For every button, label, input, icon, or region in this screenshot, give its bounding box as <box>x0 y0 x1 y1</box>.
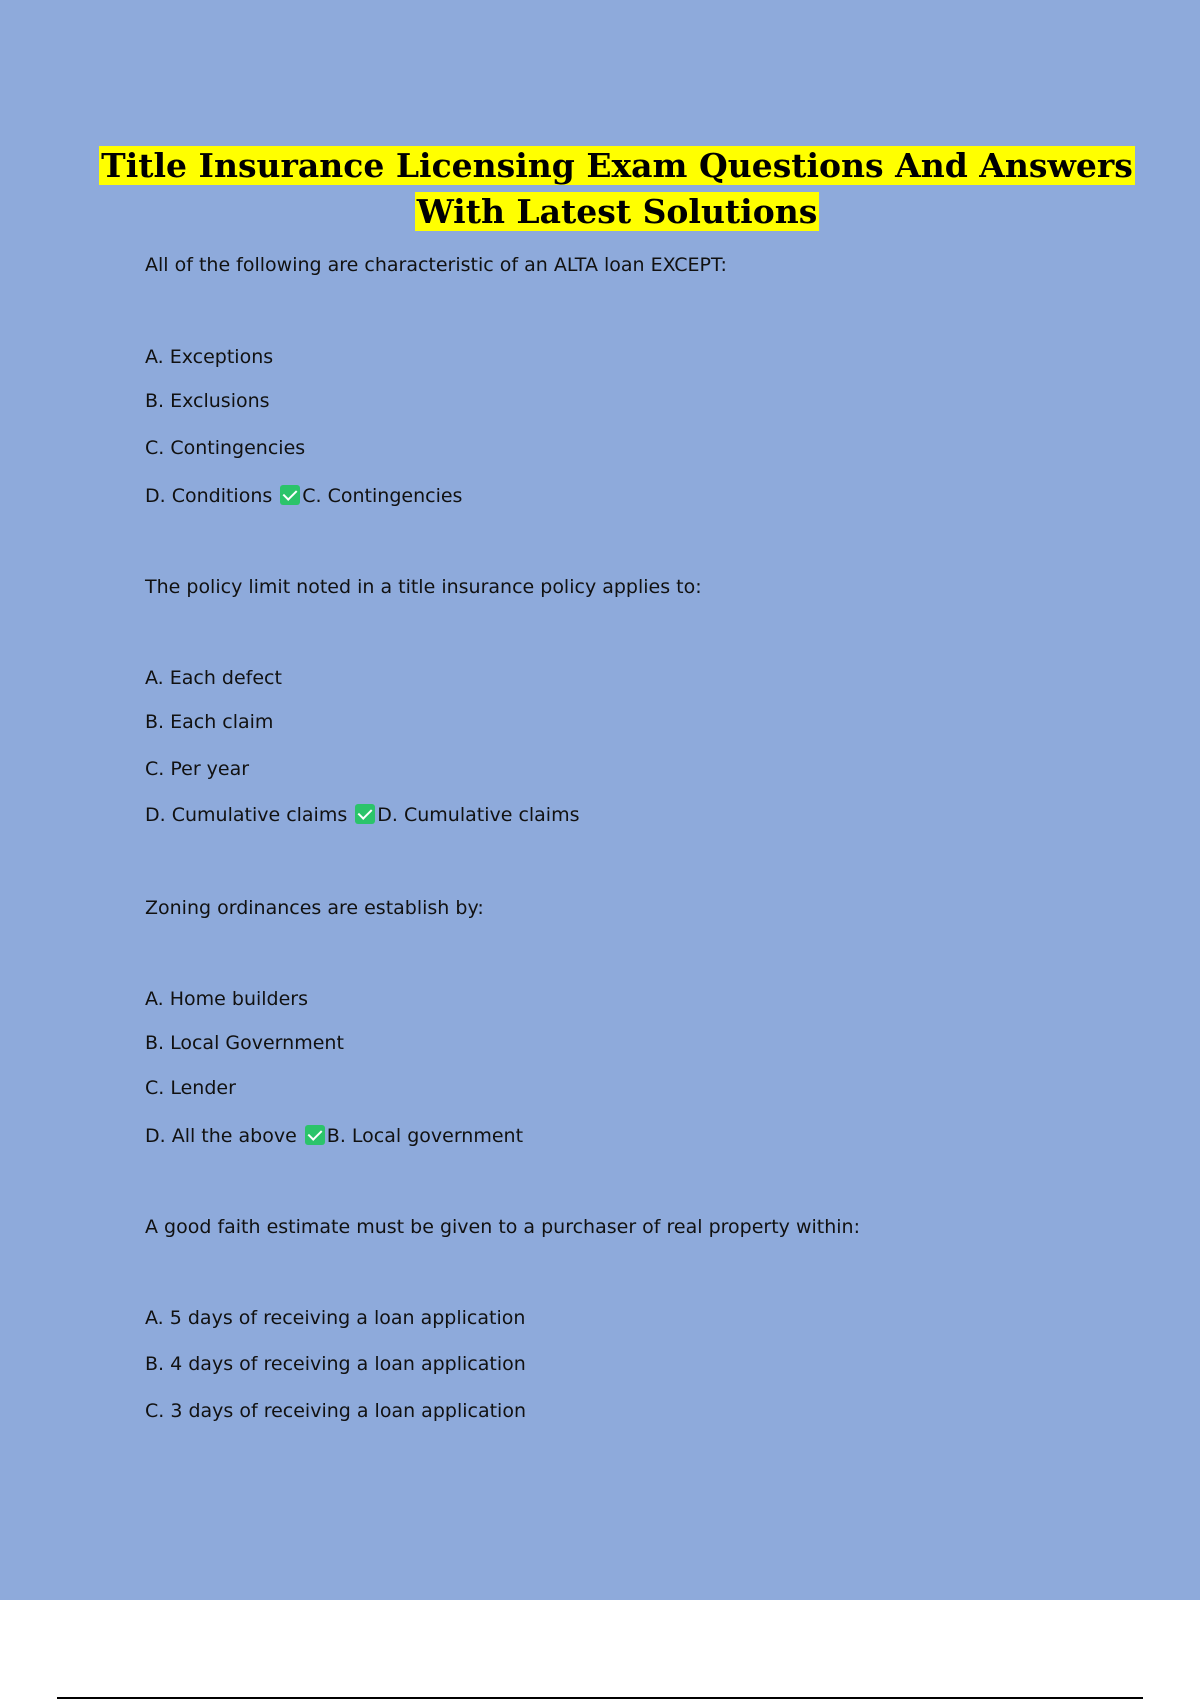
answer-line <box>145 1124 523 1148</box>
correct-answer: C. Contingencies <box>302 485 463 507</box>
answer-option: B. Local Government <box>145 1032 344 1054</box>
answer-option: D. Cumulative claims <box>145 804 348 826</box>
check-icon <box>305 1125 325 1145</box>
answer-line <box>145 484 462 508</box>
question-prompt: All of the following are characteristic of an ALTA loan EXCEPT: <box>145 254 727 276</box>
answer-line <box>145 803 580 827</box>
answer-option: B. Each claim <box>145 711 274 733</box>
title-line-1: Title Insurance Licensing Exam Questions And Answers <box>101 146 1133 185</box>
answer-option: A. Exceptions <box>145 346 274 368</box>
answer-option: C. Contingencies <box>145 437 306 459</box>
answer-option: B. 4 days of receiving a loan application <box>145 1353 526 1375</box>
answer-option: C. Lender <box>145 1077 236 1099</box>
answer-option: A. 5 days of receiving a loan application <box>145 1307 526 1329</box>
answer-option: D. All the above <box>145 1125 297 1147</box>
correct-answer: D. Cumulative claims <box>377 804 580 826</box>
answer-option: A. Each defect <box>145 667 282 689</box>
question-prompt: The policy limit noted in a title insurance policy applies to: <box>145 576 702 598</box>
footer-divider <box>57 1697 1143 1699</box>
document-title <box>0 143 1200 235</box>
answer-option: D. Conditions <box>145 485 273 507</box>
answer-option: A. Home builders <box>145 988 309 1010</box>
answer-option: B. Exclusions <box>145 390 270 412</box>
title-line-2: With Latest Solutions <box>416 192 818 231</box>
answer-option: C. 3 days of receiving a loan application <box>145 1400 526 1422</box>
correct-answer: B. Local government <box>326 1125 524 1147</box>
question-prompt: A good faith estimate must be given to a purchaser of real property within: <box>145 1216 860 1238</box>
question-prompt: Zoning ordinances are establish by: <box>145 897 484 919</box>
check-icon <box>280 485 300 505</box>
answer-option: C. Per year <box>145 758 250 780</box>
check-icon <box>355 804 375 824</box>
